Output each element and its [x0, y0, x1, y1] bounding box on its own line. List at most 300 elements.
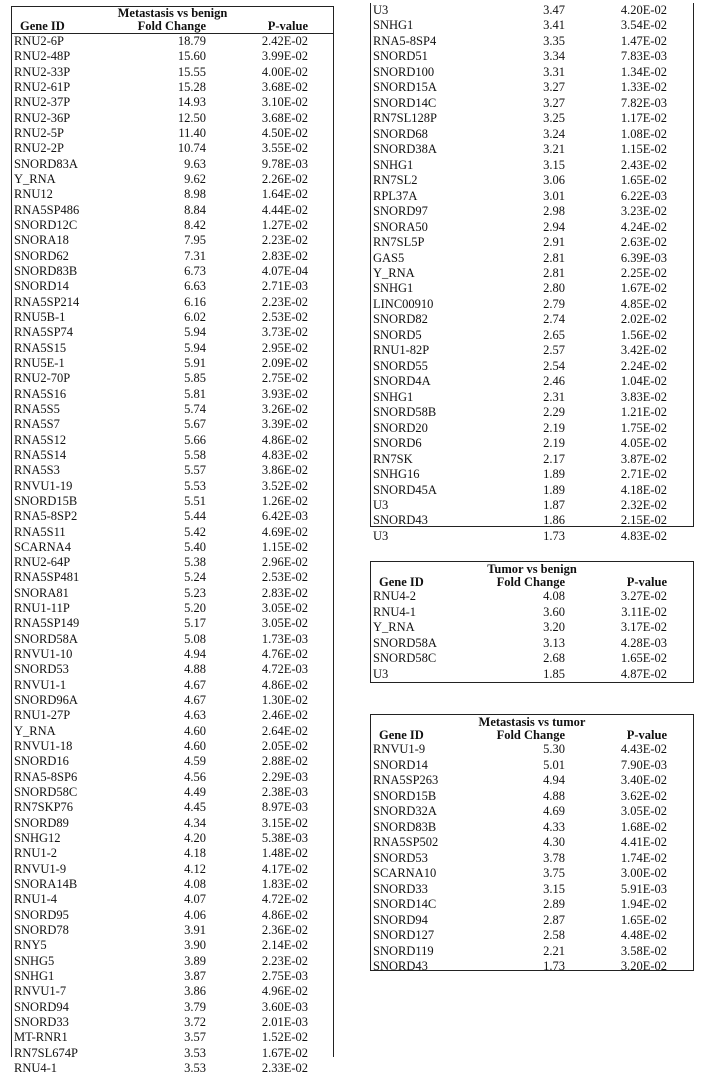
fold-change-cell: 4.63	[184, 708, 206, 723]
gene-id-cell: RNVU1-18	[14, 739, 73, 754]
fold-change-cell: 5.17	[184, 616, 206, 631]
gene-id-cell: RNU2-33P	[14, 64, 71, 79]
p-value-cell: 2.43E-02	[620, 157, 667, 172]
p-value-cell: 1.67E-02	[620, 281, 667, 296]
p-value-cell: 2.95E-02	[261, 340, 308, 355]
p-value-cell: 1.75E-02	[620, 420, 667, 435]
p-value-cell: 4.28E-03	[620, 635, 667, 650]
p-value-cell: 3.87E-02	[620, 451, 667, 466]
gene-id-cell: RNVU1-1	[14, 677, 67, 692]
p-value-cell: 3.26E-02	[261, 401, 308, 416]
fold-change-cell: 4.07	[184, 892, 206, 907]
p-value-cell: 1.67E-02	[261, 1045, 308, 1060]
table-row	[371, 111, 693, 126]
p-value-cell: 2.38E-03	[261, 785, 308, 800]
table-row	[371, 944, 693, 960]
fold-change-cell: 3.15	[543, 157, 565, 172]
table-row	[12, 831, 333, 846]
fold-change-cell: 1.89	[543, 482, 565, 497]
gene-id-cell: SNORD83B	[14, 263, 78, 278]
fold-change-cell: 14.93	[177, 95, 206, 110]
p-value-cell: 3.20E-02	[620, 959, 667, 973]
table-row	[12, 111, 333, 126]
gene-id-cell: RN7SL674P	[14, 1045, 78, 1060]
fold-change-cell: 2.58	[543, 928, 565, 942]
table-row	[371, 34, 693, 49]
p-value-cell: 1.68E-02	[620, 819, 667, 834]
col-fold-change: Fold Change	[496, 575, 565, 589]
p-value-cell: 1.83E-02	[261, 877, 308, 892]
fold-change-cell: 3.53	[184, 1060, 206, 1075]
fold-change-cell: 1.73	[543, 959, 565, 973]
table-row	[371, 959, 693, 975]
table-row	[12, 739, 333, 754]
table-row	[12, 95, 333, 110]
p-value-cell: 3.10E-02	[261, 95, 308, 110]
fold-change-cell: 7.95	[184, 233, 206, 248]
gene-id-cell: RNY5	[14, 938, 47, 953]
table-row	[371, 467, 693, 482]
fold-change-cell: 3.13	[543, 635, 565, 650]
p-value-cell: 3.58E-02	[620, 943, 667, 958]
p-value-cell: 4.18E-02	[620, 482, 667, 497]
fold-change-cell: 5.24	[184, 570, 206, 585]
p-value-cell: 4.00E-02	[261, 64, 308, 79]
p-value-cell: 1.73E-03	[261, 631, 308, 646]
p-value-cell: 5.91E-03	[620, 881, 667, 896]
table-row	[12, 938, 333, 953]
table-body	[371, 742, 693, 975]
fold-change-cell: 5.23	[184, 585, 206, 600]
fold-change-cell: 5.08	[184, 631, 206, 646]
table-row	[12, 249, 333, 264]
p-value-cell: 4.43E-02	[620, 742, 667, 756]
gene-id-cell: SNHG1	[373, 157, 414, 172]
p-value-cell: 3.73E-02	[261, 325, 308, 340]
table-row	[12, 295, 333, 310]
p-value-cell: 2.23E-02	[261, 233, 308, 248]
col-fold-change: Fold Change	[137, 19, 206, 33]
table-body	[12, 34, 333, 1076]
table-row	[12, 969, 333, 984]
gene-id-cell: RNU4-2	[373, 589, 417, 603]
fold-change-cell: 5.01	[543, 757, 565, 772]
fold-change-cell: 2.17	[543, 451, 565, 466]
table-row	[371, 142, 693, 157]
p-value-cell: 2.29E-03	[261, 769, 308, 784]
p-value-cell: 3.11E-02	[621, 604, 667, 619]
p-value-cell: 4.24E-02	[620, 219, 667, 234]
gene-id-cell: SNORD14	[373, 757, 428, 772]
fold-change-cell: 15.55	[177, 64, 206, 79]
gene-id-cell: SNORD83B	[373, 819, 437, 834]
p-value-cell: 2.23E-02	[261, 294, 308, 309]
p-value-cell: 2.83E-02	[261, 585, 308, 600]
gene-id-cell: RNU2-48P	[14, 49, 71, 64]
fold-change-cell: 3.24	[543, 126, 565, 141]
header-row	[12, 20, 333, 34]
p-value-cell: 1.94E-02	[620, 897, 667, 911]
gene-id-cell: SNHG1	[373, 389, 414, 404]
p-value-cell: 3.42E-02	[620, 343, 667, 358]
p-value-cell: 2.75E-02	[261, 371, 308, 386]
p-value-cell: 6.39E-03	[620, 250, 667, 265]
fold-change-cell: 4.67	[184, 693, 206, 708]
p-value-cell: 2.01E-03	[261, 1015, 308, 1029]
table-row	[371, 636, 693, 652]
fold-change-cell: 3.72	[184, 1015, 206, 1029]
p-value-cell: 1.15E-02	[620, 142, 667, 157]
gene-id-cell: Y_RNA	[373, 620, 415, 634]
gene-id-cell: RNU5B-1	[14, 309, 66, 324]
fold-change-cell: 5.85	[184, 371, 206, 386]
p-value-cell: 8.97E-03	[261, 800, 308, 815]
gene-id-cell: SNORD83A	[14, 156, 78, 171]
fold-change-cell: 11.40	[178, 125, 206, 140]
gene-id-cell: SNORD33	[373, 881, 428, 896]
gene-id-cell: SNORD62	[14, 248, 69, 263]
col-fold-change: Fold Change	[496, 728, 565, 742]
fold-change-cell: 3.01	[543, 188, 565, 203]
table-row	[12, 65, 333, 80]
p-value-cell: 1.65E-02	[620, 651, 667, 665]
gene-id-cell: RNU1-82P	[373, 343, 430, 358]
table-row	[371, 390, 693, 405]
fold-change-cell: 4.67	[184, 677, 206, 692]
p-value-cell: 4.96E-02	[261, 984, 308, 999]
table-row	[371, 312, 693, 327]
p-value-cell: 2.24E-02	[620, 358, 667, 373]
gene-id-cell: U3	[373, 3, 389, 17]
gene-id-cell: RNA5S15	[14, 340, 67, 355]
gene-id-cell: SNORD68	[373, 126, 428, 141]
fold-change-cell: 5.44	[184, 509, 206, 524]
table-row	[371, 281, 693, 296]
table-row	[371, 651, 693, 667]
p-value-cell: 2.32E-02	[620, 498, 667, 512]
gene-id-cell: SNORD58A	[373, 635, 437, 650]
table-row	[12, 187, 333, 202]
table-row	[12, 463, 333, 478]
fold-change-cell: 3.15	[543, 881, 565, 896]
p-value-cell: 1.64E-02	[261, 187, 308, 202]
table-row	[12, 371, 333, 386]
gene-id-cell: SNORD43	[373, 513, 428, 528]
fold-change-cell: 2.81	[543, 250, 565, 265]
table-row	[12, 1061, 333, 1076]
fold-change-cell: 5.81	[184, 386, 206, 401]
p-value-cell: 2.05E-02	[261, 739, 308, 754]
fold-change-cell: 4.88	[184, 662, 206, 677]
gene-id-cell: SNHG1	[14, 969, 55, 984]
gene-id-cell: SNORD53	[14, 662, 69, 677]
gene-id-cell: SNORD14C	[373, 95, 437, 110]
p-value-cell: 1.65E-02	[620, 173, 667, 188]
table-row	[12, 525, 333, 540]
fold-change-cell: 4.45	[184, 800, 206, 815]
fold-change-cell: 2.81	[543, 265, 565, 280]
p-value-cell: 3.93E-02	[261, 386, 308, 401]
table-row	[12, 770, 333, 785]
p-value-cell: 3.83E-02	[620, 389, 667, 404]
p-value-cell: 4.69E-02	[261, 524, 308, 539]
table-row	[371, 251, 693, 266]
fold-change-cell: 4.60	[184, 739, 206, 754]
p-value-cell: 2.02E-02	[620, 312, 667, 327]
p-value-cell: 3.17E-02	[620, 620, 667, 634]
gene-id-cell: SNORD33	[14, 1015, 69, 1029]
table-row	[12, 279, 333, 294]
gene-id-cell: RNA5SP74	[14, 325, 74, 340]
gene-id-cell: SNORD5	[373, 327, 422, 342]
table-row	[12, 325, 333, 340]
fold-change-cell: 3.53	[184, 1045, 206, 1060]
gene-id-cell: SNHG5	[14, 953, 55, 968]
col-p-value: P-value	[626, 575, 667, 589]
p-value-cell: 2.15E-02	[620, 513, 667, 528]
table-row	[371, 127, 693, 142]
gene-id-cell: RNA5S16	[14, 386, 67, 401]
p-value-cell: 4.44E-02	[261, 202, 308, 217]
gene-id-cell: SNORD58C	[14, 785, 78, 800]
table-row	[12, 509, 333, 524]
p-value-cell: 2.09E-02	[261, 355, 308, 370]
table-row	[12, 387, 333, 402]
p-value-cell: 2.23E-02	[261, 953, 308, 968]
gene-id-cell: RNA5S5	[14, 401, 60, 416]
table-row	[12, 157, 333, 172]
fold-change-cell: 2.94	[543, 219, 565, 234]
table-row	[371, 913, 693, 929]
p-value-cell: 2.96E-02	[261, 555, 308, 570]
gene-id-cell: U3	[373, 498, 389, 512]
table-row	[12, 264, 333, 279]
gene-id-cell: SNORA18	[14, 233, 69, 248]
gene-id-cell: RNU2-37P	[14, 95, 71, 110]
table-row	[12, 846, 333, 861]
fold-change-cell: 10.74	[177, 141, 206, 156]
gene-id-cell: RNA5SP481	[14, 570, 80, 585]
fold-change-cell: 3.41	[543, 18, 565, 33]
p-value-cell: 3.00E-02	[620, 866, 667, 880]
fold-change-cell: 8.42	[184, 217, 206, 232]
table-row	[371, 235, 693, 250]
gene-id-cell: RN7SKP76	[14, 800, 74, 815]
table-row	[371, 758, 693, 774]
table-row	[12, 417, 333, 432]
table-row	[12, 34, 333, 49]
p-value-cell: 2.83E-02	[261, 248, 308, 263]
table-row	[371, 359, 693, 374]
fold-change-cell: 3.86	[184, 984, 206, 999]
fold-change-cell: 2.29	[543, 405, 565, 420]
p-value-cell: 3.27E-02	[620, 589, 667, 603]
table-row	[12, 141, 333, 156]
table-row	[371, 928, 693, 944]
fold-change-cell: 1.85	[543, 666, 565, 681]
gene-id-cell: RNU2-70P	[14, 371, 71, 386]
gene-id-cell: RNA5S11	[14, 524, 66, 539]
table-body	[371, 3, 693, 544]
fold-change-cell: 2.89	[543, 897, 565, 911]
p-value-cell: 4.05E-02	[620, 436, 667, 451]
gene-id-cell: U3	[373, 666, 389, 681]
col-p-value: P-value	[626, 728, 667, 742]
table-row	[12, 647, 333, 662]
gene-id-cell: SNORD43	[373, 959, 428, 973]
gene-id-cell: SNHG1	[373, 281, 414, 296]
p-value-cell: 2.33E-02	[261, 1060, 308, 1075]
table-body	[371, 589, 693, 682]
fold-change-cell: 1.73	[543, 528, 565, 543]
gene-id-cell: SNORD94	[373, 912, 428, 927]
fold-change-cell: 2.65	[543, 327, 565, 342]
p-value-cell: 3.05E-02	[261, 616, 308, 631]
fold-change-cell: 1.89	[543, 467, 565, 482]
fold-change-cell: 5.94	[184, 325, 206, 340]
fold-change-cell: 6.02	[184, 309, 206, 324]
table-row	[12, 80, 333, 95]
fold-change-cell: 3.20	[543, 620, 565, 634]
table-row	[12, 1000, 333, 1015]
gene-id-cell: GAS5	[373, 250, 405, 265]
gene-id-cell: SNORD15B	[14, 493, 78, 508]
table-row	[371, 866, 693, 882]
fold-change-cell: 4.12	[184, 861, 206, 876]
table-row	[12, 877, 333, 892]
table-row	[12, 601, 333, 616]
gene-id-cell: SNHG12	[14, 831, 61, 846]
table-row	[371, 297, 693, 312]
p-value-cell: 3.40E-02	[620, 773, 667, 787]
table-row	[371, 882, 693, 898]
fold-change-cell: 4.60	[184, 723, 206, 738]
fold-change-cell: 2.31	[543, 389, 565, 404]
table-row	[12, 1015, 333, 1030]
table-row	[371, 49, 693, 64]
gene-id-cell: Y_RNA	[14, 723, 56, 738]
gene-id-cell: SNORD16	[14, 754, 69, 769]
p-value-cell: 6.42E-03	[261, 509, 308, 524]
p-value-cell: 2.42E-02	[261, 34, 308, 48]
p-value-cell: 3.60E-03	[261, 999, 308, 1014]
fold-change-cell: 3.34	[543, 49, 565, 64]
p-value-cell: 2.71E-02	[620, 467, 667, 482]
table-row	[12, 341, 333, 356]
p-value-cell: 2.53E-02	[261, 309, 308, 324]
fold-change-cell: 3.06	[543, 173, 565, 188]
gene-id-cell: SNORA14B	[14, 877, 78, 892]
p-value-cell: 4.20E-02	[620, 3, 667, 17]
table-row	[12, 126, 333, 141]
header-row	[371, 728, 693, 742]
fold-change-cell: 5.53	[184, 478, 206, 493]
p-value-cell: 1.30E-02	[261, 693, 308, 708]
p-value-cell: 1.17E-02	[620, 111, 667, 126]
table-row	[371, 835, 693, 851]
fold-change-cell: 3.87	[184, 969, 206, 984]
table-row	[371, 374, 693, 389]
fold-change-cell: 5.40	[184, 539, 206, 554]
table-row	[12, 203, 333, 218]
fold-change-cell: 4.18	[184, 846, 206, 861]
p-value-cell: 3.54E-02	[620, 18, 667, 33]
p-value-cell: 3.55E-02	[261, 141, 308, 156]
fold-change-cell: 4.49	[184, 785, 206, 800]
fold-change-cell: 2.19	[543, 420, 565, 435]
gene-id-cell: RN7SL128P	[373, 111, 437, 126]
gene-id-cell: SNORD82	[373, 312, 428, 327]
fold-change-cell: 4.34	[184, 815, 206, 830]
p-value-cell: 1.04E-02	[620, 374, 667, 389]
gene-id-cell: SNORD14C	[373, 897, 437, 911]
gene-id-cell: Y_RNA	[373, 265, 415, 280]
gene-id-cell: RNA5SP486	[14, 202, 80, 217]
table-row	[371, 18, 693, 33]
p-value-cell: 3.68E-02	[261, 79, 308, 94]
fold-change-cell: 3.75	[543, 866, 565, 880]
table-row	[12, 923, 333, 938]
gene-id-cell: RNA5SP149	[14, 616, 80, 631]
p-value-cell: 2.46E-02	[261, 708, 308, 723]
fold-change-cell: 2.87	[543, 912, 565, 927]
fold-change-cell: 2.46	[543, 374, 565, 389]
gene-id-cell: RNVU1-9	[373, 742, 426, 756]
table-row	[371, 80, 693, 95]
p-value-cell: 3.86E-02	[261, 463, 308, 478]
fold-change-cell: 1.86	[543, 513, 565, 528]
fold-change-cell: 3.91	[184, 923, 206, 938]
gene-id-cell: RNVU1-9	[14, 861, 67, 876]
table-row	[371, 343, 693, 358]
p-value-cell: 1.47E-02	[620, 33, 667, 48]
table-row	[371, 405, 693, 420]
fold-change-cell: 2.57	[543, 343, 565, 358]
table-row	[12, 816, 333, 831]
gene-id-cell: SNORD94	[14, 999, 69, 1014]
table-row	[12, 693, 333, 708]
table-row	[371, 65, 693, 80]
table-row	[12, 862, 333, 877]
gene-id-cell: SNORD58B	[373, 405, 437, 420]
gene-id-cell: RNU2-2P	[14, 141, 65, 156]
fold-change-cell: 4.33	[543, 819, 565, 834]
p-value-cell: 1.74E-02	[620, 850, 667, 865]
fold-change-cell: 4.08	[184, 877, 206, 892]
gene-id-cell: SNORD97	[373, 204, 428, 219]
gene-id-cell: SNORD55	[373, 358, 428, 373]
table-row	[371, 742, 693, 758]
gene-id-cell: RNVU1-7	[14, 984, 67, 999]
gene-id-cell: RNU1-2	[14, 846, 58, 861]
col-gene-id: Gene ID	[379, 575, 424, 589]
fold-change-cell: 8.84	[184, 202, 206, 217]
gene-id-cell: RNU2-61P	[14, 79, 71, 94]
table-row	[371, 220, 693, 235]
gene-id-cell: SCARNA4	[14, 539, 71, 554]
fold-change-cell: 4.06	[184, 907, 206, 922]
table-row	[12, 570, 333, 585]
gene-id-cell: SNHG16	[373, 467, 420, 482]
table-row	[371, 605, 693, 621]
table-row	[12, 892, 333, 907]
table-title: Tumor vs benign	[487, 562, 577, 576]
p-value-cell: 7.90E-03	[620, 757, 667, 772]
p-value-cell: 4.72E-03	[261, 662, 308, 677]
table-metastasis-vs-benign-continued	[370, 3, 694, 543]
table-row	[371, 189, 693, 204]
p-value-cell: 3.99E-02	[261, 49, 308, 64]
